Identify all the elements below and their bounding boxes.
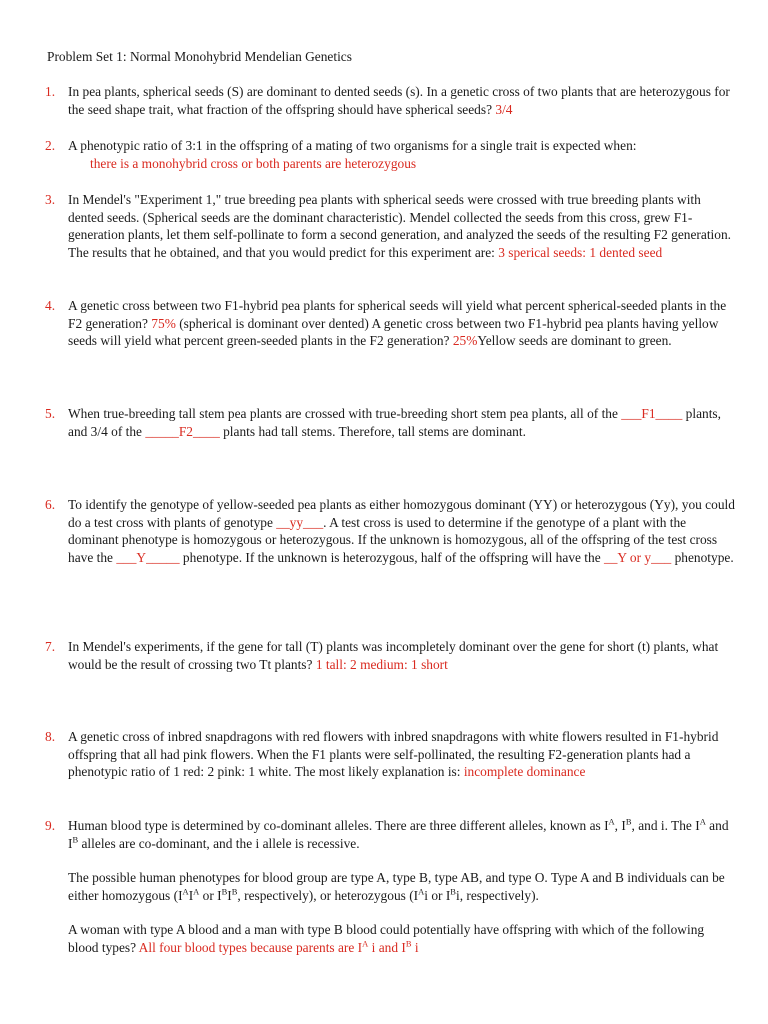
question-6 [45,496,735,566]
question-text: phenotype. If the unknown is heterozygous, half of the offspring will have the [179,549,605,565]
question-text: . A test cross is used to determine if the genotype of a plant with the dominant phenotype is homozygous or heterozygous. If the unknown is homozygous, all of the offspring of the test cross have the [68,514,718,565]
question-text: A phenotypic ratio of 3:1 in the offspring of a mating of two organisms for a single trait is expected when: [68,138,637,153]
question-body [68,297,735,350]
question-text: (spherical is dominant over dented) A genetic cross between two F1-hybrid pea plants having yellow seeds will yield what percent green-seeded plants in the F2 generation? [68,315,719,349]
question-text: plants, and 3/4 of the [68,406,721,439]
question-2 [45,137,735,172]
question-1 [45,83,735,118]
question-body [68,496,735,566]
question-paragraph [68,921,735,956]
question-3 [45,191,735,261]
paragraph-gap [68,904,735,921]
question-text: In Mendel's "Experiment 1," true breeding pea plants with spherical seeds were crossed with true breeding plants with dented seeds. (Spherical seeds are the dominant characteristic). Mendel collected the seeds from this cross, grew F1-generation plants, let them self-pollinate to form a second generation, and analyzed the seeds of the resulting F2 generation. The results that he obtained, and that you would predict for this experiment are: [68,192,731,260]
answer-text: incomplete dominance [463,764,586,780]
question-paragraph: Human blood type is determined by co-dominant alleles. There are three different alleles, known as $I^A$, $I^B$, and i. The $I^A$ and $I^B$ alleles are co-dominant, and the i allele is recessive. [68,816,729,851]
question-4 [45,297,735,350]
question-text: phenotype. [671,549,734,565]
question-5 [45,405,735,440]
question-text: To identify the genotype of yellow-seeded pea plants as either homozygous dominant (YY) or heterozygous (Yy), you could do a test cross with plants of genotype [68,497,735,530]
answer-text: All four blood types because parents are $I^A$ i and $I^B$ i [138,938,419,955]
answer-text: 1 tall: 2 medium: 1 short [315,656,448,672]
question-number: 6. [45,497,56,512]
question-number: 5. [45,406,56,421]
answer-text: 25% [452,333,478,349]
question-paragraph: The possible human phenotypes for blood group are type A, type B, type AB, and type O. Type A and B individuals can be either homozygous ($I^AI^A$ or $I^BI^B$, respectively), or heterozygous ($I^Ai$ or $I^Bi$, respectively). [68,870,725,903]
paragraph-gap [68,852,735,869]
question-number: 7. [45,639,56,654]
answer-text: there is a monohybrid cross or both parents are heterozygous [90,155,417,171]
question-text: A genetic cross of inbred snapdragons with red flowers with inbred snapdragons with white flowers resulted in F1-hybrid offspring that all had pink flowers. When the F1 plants were self-pollinated, the resulting F2-generation plants had a phenotypic ratio of 1 red: 2 pink: 1 white. The most likely explanation is: [68,729,719,780]
fill-in-blank: ___F1____ [621,406,683,421]
question-text: plants had tall stems. Therefore, tall stems are dominant. [219,423,526,439]
question-body [68,728,735,781]
question-number: 3. [45,192,56,207]
question-7 [45,638,735,673]
answer-text: 3 sperical seeds: 1 dented seed [498,244,663,260]
fill-in-blank: __Y or y___ [604,549,672,565]
question-body [68,83,735,118]
question-text: Yellow seeds are dominant to green. [477,333,672,349]
fill-in-blank: ___Y_____ [116,549,180,565]
question-9 [45,817,735,957]
question-body [68,638,735,673]
fill-in-blank: _____F2____ [145,423,220,439]
answer-text: 3/4 [495,101,513,117]
question-number: 9. [45,818,56,833]
question-text: In pea plants, spherical seeds (S) are dominant to dented seeds (s). In a genetic cross of two plants that are heterozygous for the seed shape trait, what fraction of the offspring should have spherical seeds? [68,84,730,117]
question-number: 4. [45,298,56,313]
question-body [68,405,735,440]
question-number: 8. [45,729,56,744]
question-body [68,137,735,172]
question-body [68,817,735,957]
question-text: In Mendel's experiments, if the gene for tall (T) plants was incompletely dominant over the gene for short (t) plants, what would be the result of crossing two Tt plants? [68,639,719,672]
question-body [68,191,735,261]
question-number: 2. [45,138,56,153]
question-8 [45,728,735,781]
question-number: 1. [45,84,56,99]
page-title: Problem Set 1: Normal Monohybrid Mendelian Genetics [47,49,352,64]
question-text: When true-breeding tall stem pea plants are crossed with true-breeding short stem pea plants, all of the [68,406,622,421]
question-text: A woman with type A blood and a man with type B blood could potentially have offspring with which of the following blood types? [68,922,705,955]
fill-in-blank: __yy___ [276,514,324,530]
answer-text: 75% [151,315,176,331]
question-text: A genetic cross between two F1-hybrid pea plants for spherical seeds will yield what percent spherical-seeded plants in the F2 generation? [68,298,727,331]
